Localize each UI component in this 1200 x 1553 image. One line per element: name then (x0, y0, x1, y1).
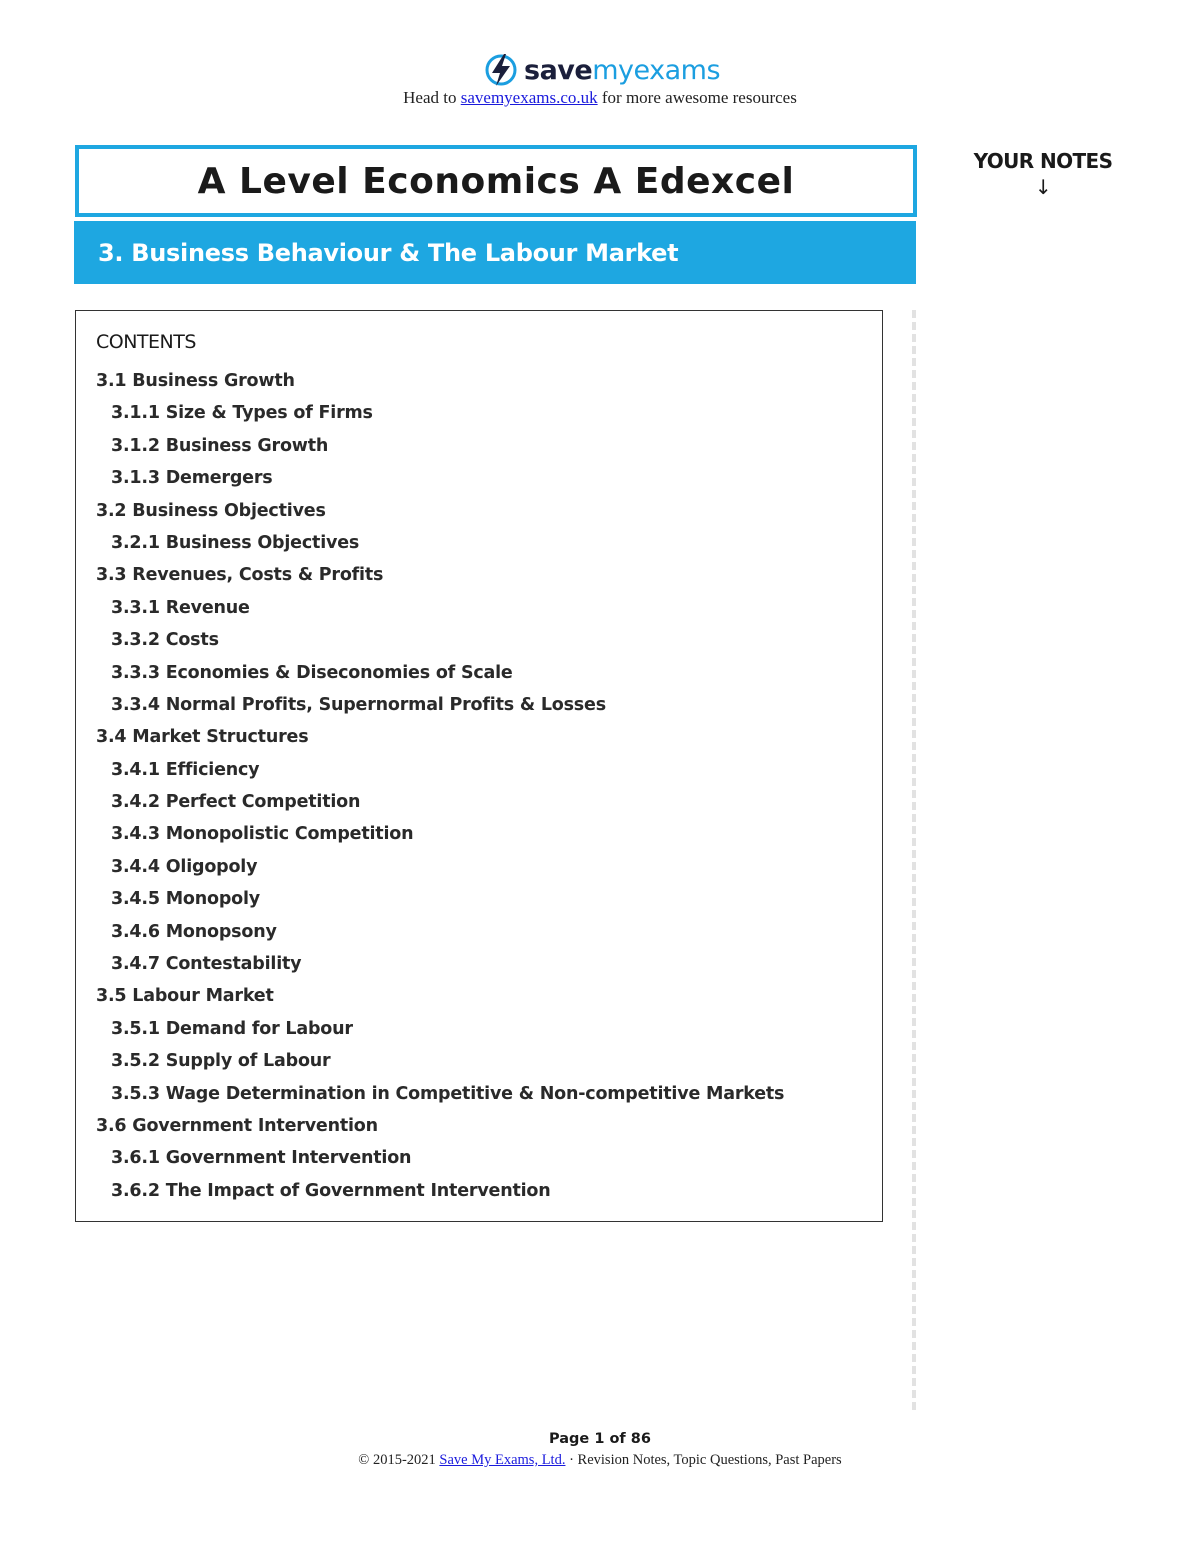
your-notes-text: YOUR NOTES (973, 149, 1113, 173)
lightning-bolt-icon (484, 52, 518, 88)
toc-subsection-link[interactable]: 3.4.3 Monopolistic Competition (111, 824, 414, 845)
toc-subsection-link[interactable]: 3.3.1 Revenue (111, 597, 250, 618)
contents-box (75, 310, 883, 1222)
toc-section-link[interactable]: 3.1 Business Growth (96, 371, 295, 391)
tagline-suffix: for more awesome resources (597, 88, 797, 107)
footer-copyright (0, 1452, 1200, 1469)
toc-subsection-link[interactable]: 3.5.3 Wage Determination in Competitive & Non-competitive Markets (111, 1083, 785, 1104)
website-link[interactable]: savemyexams.co.uk (460, 88, 598, 107)
toc-section-link[interactable]: 3.3 Revenues, Costs & Profits (96, 565, 384, 586)
toc-subsection-link[interactable]: 3.6.2 The Impact of Government Intervention (111, 1180, 551, 1201)
toc-subsection-link[interactable]: 3.3.2 Costs (111, 630, 219, 651)
toc-subsection-link[interactable]: 3.1.3 Demergers (111, 468, 273, 489)
brand-logo[interactable] (484, 50, 720, 90)
table-of-contents (96, 365, 866, 1207)
toc-subsection-link[interactable]: 3.6.1 Government Intervention (111, 1148, 412, 1169)
toc-subsection-link[interactable]: 3.4.6 Monopsony (111, 921, 277, 942)
toc-subsection-link[interactable]: 3.4.4 Oligopoly (111, 856, 258, 877)
logo-wordmark (524, 54, 721, 86)
contents-heading: CONTENTS (96, 331, 196, 353)
page-number: Page 1 of 86 (549, 1431, 651, 1447)
toc-subsection-link[interactable]: 3.1.1 Size & Types of Firms (111, 403, 373, 424)
toc-section-link[interactable]: 3.5 Labour Market (96, 986, 274, 1007)
logo-word-my: my (592, 54, 634, 86)
company-link[interactable]: Save My Exams, Ltd. (439, 1452, 566, 1468)
document-title: A Level Economics A Edexcel (197, 160, 795, 202)
toc-subsection-link[interactable]: 3.1.2 Business Growth (111, 435, 329, 456)
tagline-prefix: Head to (403, 88, 461, 107)
toc-subsection-link[interactable]: 3.4.1 Efficiency (111, 759, 260, 780)
topic-banner (74, 221, 916, 284)
toc-subsection-link[interactable]: 3.5.2 Supply of Labour (111, 1051, 331, 1072)
copyright-prefix: © 2015-2021 (358, 1452, 440, 1468)
toc-subsection-link[interactable]: 3.4.7 Contestability (111, 954, 302, 975)
document-title-box (75, 145, 917, 217)
logo-word-exams: exams (633, 54, 721, 86)
toc-subsection-link[interactable]: 3.2.1 Business Objectives (111, 532, 360, 553)
toc-subsection-link[interactable]: 3.5.1 Demand for Labour (111, 1018, 353, 1039)
toc-subsection-link[interactable]: 3.3.4 Normal Profits, Supernormal Profits & Losses (111, 694, 606, 715)
topic-title: 3. Business Behaviour & The Labour Market (98, 238, 679, 267)
toc-section-link[interactable]: 3.4 Market Structures (96, 727, 309, 748)
toc-subsection-link[interactable]: 3.3.3 Economies & Diseconomies of Scale (111, 662, 513, 683)
toc-section-link[interactable]: 3.6 Government Intervention (96, 1115, 378, 1136)
toc-subsection-link[interactable]: 3.4.5 Monopoly (111, 889, 260, 910)
arrow-down-icon: ↓ (1034, 175, 1052, 199)
header-tagline (0, 88, 1200, 108)
toc-subsection-link[interactable]: 3.4.2 Perfect Competition (111, 792, 361, 813)
copyright-suffix: · Revision Notes, Topic Questions, Past Papers (565, 1452, 842, 1468)
notes-divider (912, 310, 916, 1410)
toc-section-link[interactable]: 3.2 Business Objectives (96, 500, 326, 521)
logo-word-save: save (524, 54, 593, 86)
your-notes-label (968, 148, 1118, 200)
